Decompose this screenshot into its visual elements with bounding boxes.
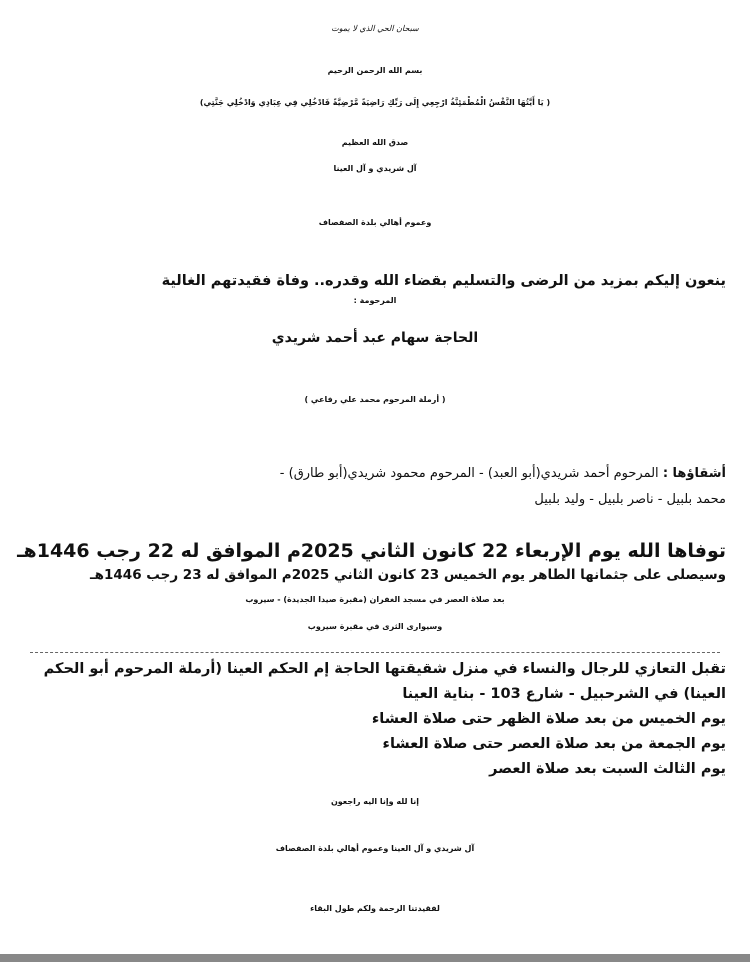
header-script-line: سبحان الحي الذي لا يموت [331,24,419,33]
announcement-line-2: المرحومة : [353,296,397,305]
siblings-label: أشقاؤها : [662,466,726,481]
prayer-line-1: وسيصلى على جثمانها الطاهر يوم الخميس 23 كانون الثاني 2025م الموافق له 23 رجب 1446هـ [90,567,726,583]
siblings-line-1 [16,466,726,481]
inna-lillah: إنا لله وإنا اليه راجعون [330,797,420,806]
siblings-names-1: المرحوم أحمد شريدي(أبو العبد) - المرحوم محمود شريدي(أبو طارق) - [279,466,659,481]
widow-of: ( أرملة المرحوم محمد علي رفاعي ) [304,395,446,404]
condolences-line-2: العينا) في الشرحبيل - شارع 103 - بناية العينا [402,686,726,702]
condolences-line-4: يوم الجمعة من بعد صلاة العصر حتى صلاة العشاء [382,736,726,752]
closing-line: لفقيدتنا الرحمة ولكم طول البقاء [310,904,440,913]
siblings-line-2: محمد بلبيل - ناصر بلبيل - وليد بلبيل [534,492,726,507]
prayer-line-3: وسيوارى الثرى في مقبرة سيروب [307,622,443,631]
families-line-2: وعموم أهالي بلدة الصفصاف [318,218,432,227]
condolences-line-5: يوم الثالث السبت بعد صلاة العصر [489,761,726,777]
families-line-1: آل شريدي و آل العينا [333,164,417,173]
signature-families: آل شريدي و آل العينا وعموم أهالي بلدة الصفصاف [275,844,475,853]
condolences-line-1: تقبل التعازي للرجال والنساء في منزل شقيقتها الحاجة إم الحكم العينا (أرملة المرحوم أبو الحكم [43,661,726,677]
prayer-line-2: بعد صلاة العصر في مسجد الغفران (مقبرة صيدا الجديدة) - سيروب [245,595,505,604]
deceased-name: الحاجة سهام عبد أحمد شريدي [271,330,479,346]
section-divider [30,652,720,653]
basmala: بسم الله الرحمن الرحيم [327,66,423,75]
condolences-line-3: يوم الخميس من بعد صلاة الظهر حتى صلاة العشاء [371,711,726,727]
bottom-bar [0,954,750,962]
announcement-line-1: ينعون إليكم بمزيد من الرضى والتسليم بقضاء الله وقدره.. وفاة فقيدتهم الغالية [161,273,726,289]
death-date-line: توفاها الله يوم الإربعاء 22 كانون الثاني 2025م الموافق له 22 رجب 1446هـ [17,540,726,562]
sadaq-line: صدق الله العظيم [341,138,409,147]
quran-verse: ( يَا أَيَّتُهَا النَّفْسُ الْمُطْمَئِنَّةُ ارْجِعِي إِلَى رَبِّكِ رَاضِيَةً مَّرْضِيَّةً فَادْخُلِي فِي عِبَادِي وَادْخُلِي جَنَّتِي) [199,98,551,107]
